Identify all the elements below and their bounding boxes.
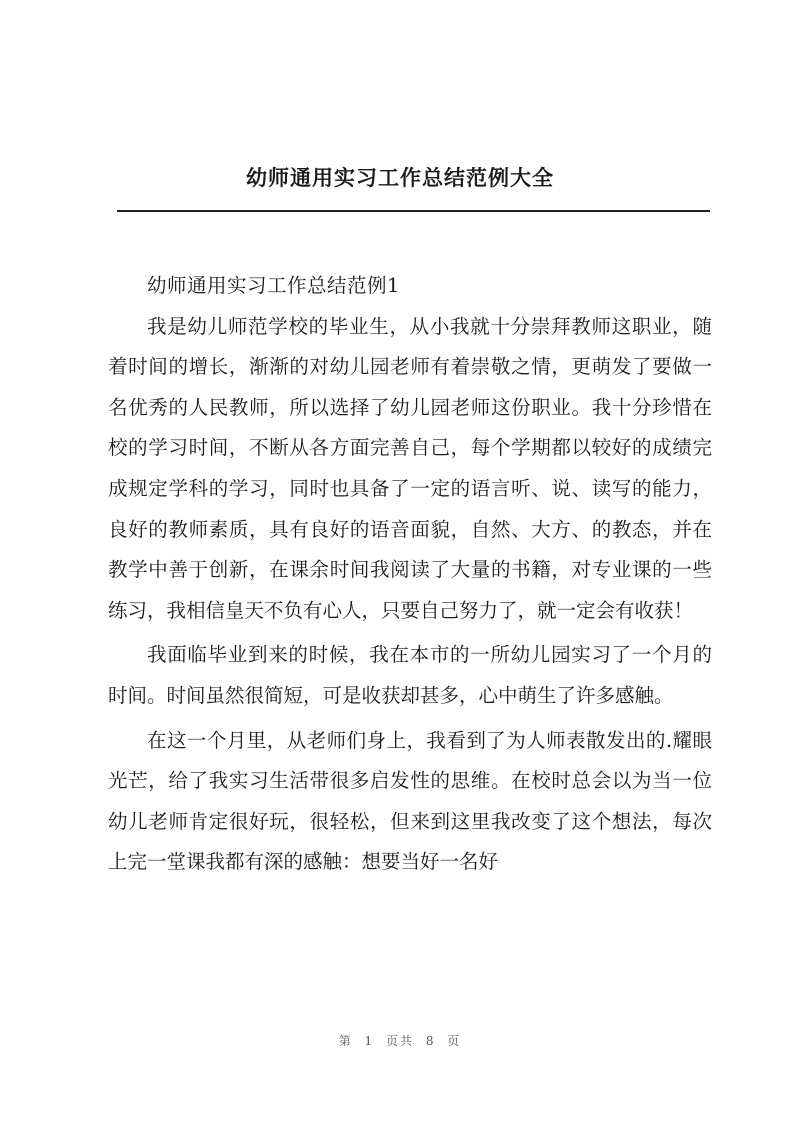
- page-footer: 第 1 页共 8 页: [338, 1034, 462, 1048]
- paragraph-1: 我是幼儿师范学校的毕业生，从小我就十分崇拜教师这职业，随着时间的增长，渐渐的对幼儿园老师有着崇敬之情，更萌发了要做一名优秀的人民教师，所以选择了幼儿园老师这份职业。我十分珍惜在校的学习时间，不断从各方面完善自己，每个学期都以较好的成绩完成规定学科的学习，同时也具备了一定的语言听、说、读写的能力，良好的教师素质，具有良好的语音面貌，自然、大方、的教态，并在教学中善于创新，在课余时间我阅读了大量的书籍，对专业课的一些练习，我相信皇天不负有心人，只要自己努力了，就一定会有收获！: [108, 314, 712, 622]
- section-heading: 幼师通用实习工作总结范例1: [147, 274, 400, 297]
- document-title: 幼师通用实习工作总结范例大全: [246, 165, 554, 190]
- paragraph-3: 在这一个月里，从老师们身上，我看到了为人师表散发出的.耀眼光芒，给了我实习生活带很多启发性的思维。在校时总会以为当一位幼儿老师肯定很好玩，很轻松，但来到这里我改变了这个想法，每次上完一堂课我都有深的感触：想要当好一名好: [108, 728, 712, 874]
- paragraph-2: 我面临毕业到来的时候，我在本市的一所幼儿园实习了一个月的时间。时间虽然很简短，可是收获却甚多，心中萌生了许多感触。: [108, 643, 712, 707]
- document-body: [108, 266, 712, 883]
- title-underline: [117, 210, 710, 212]
